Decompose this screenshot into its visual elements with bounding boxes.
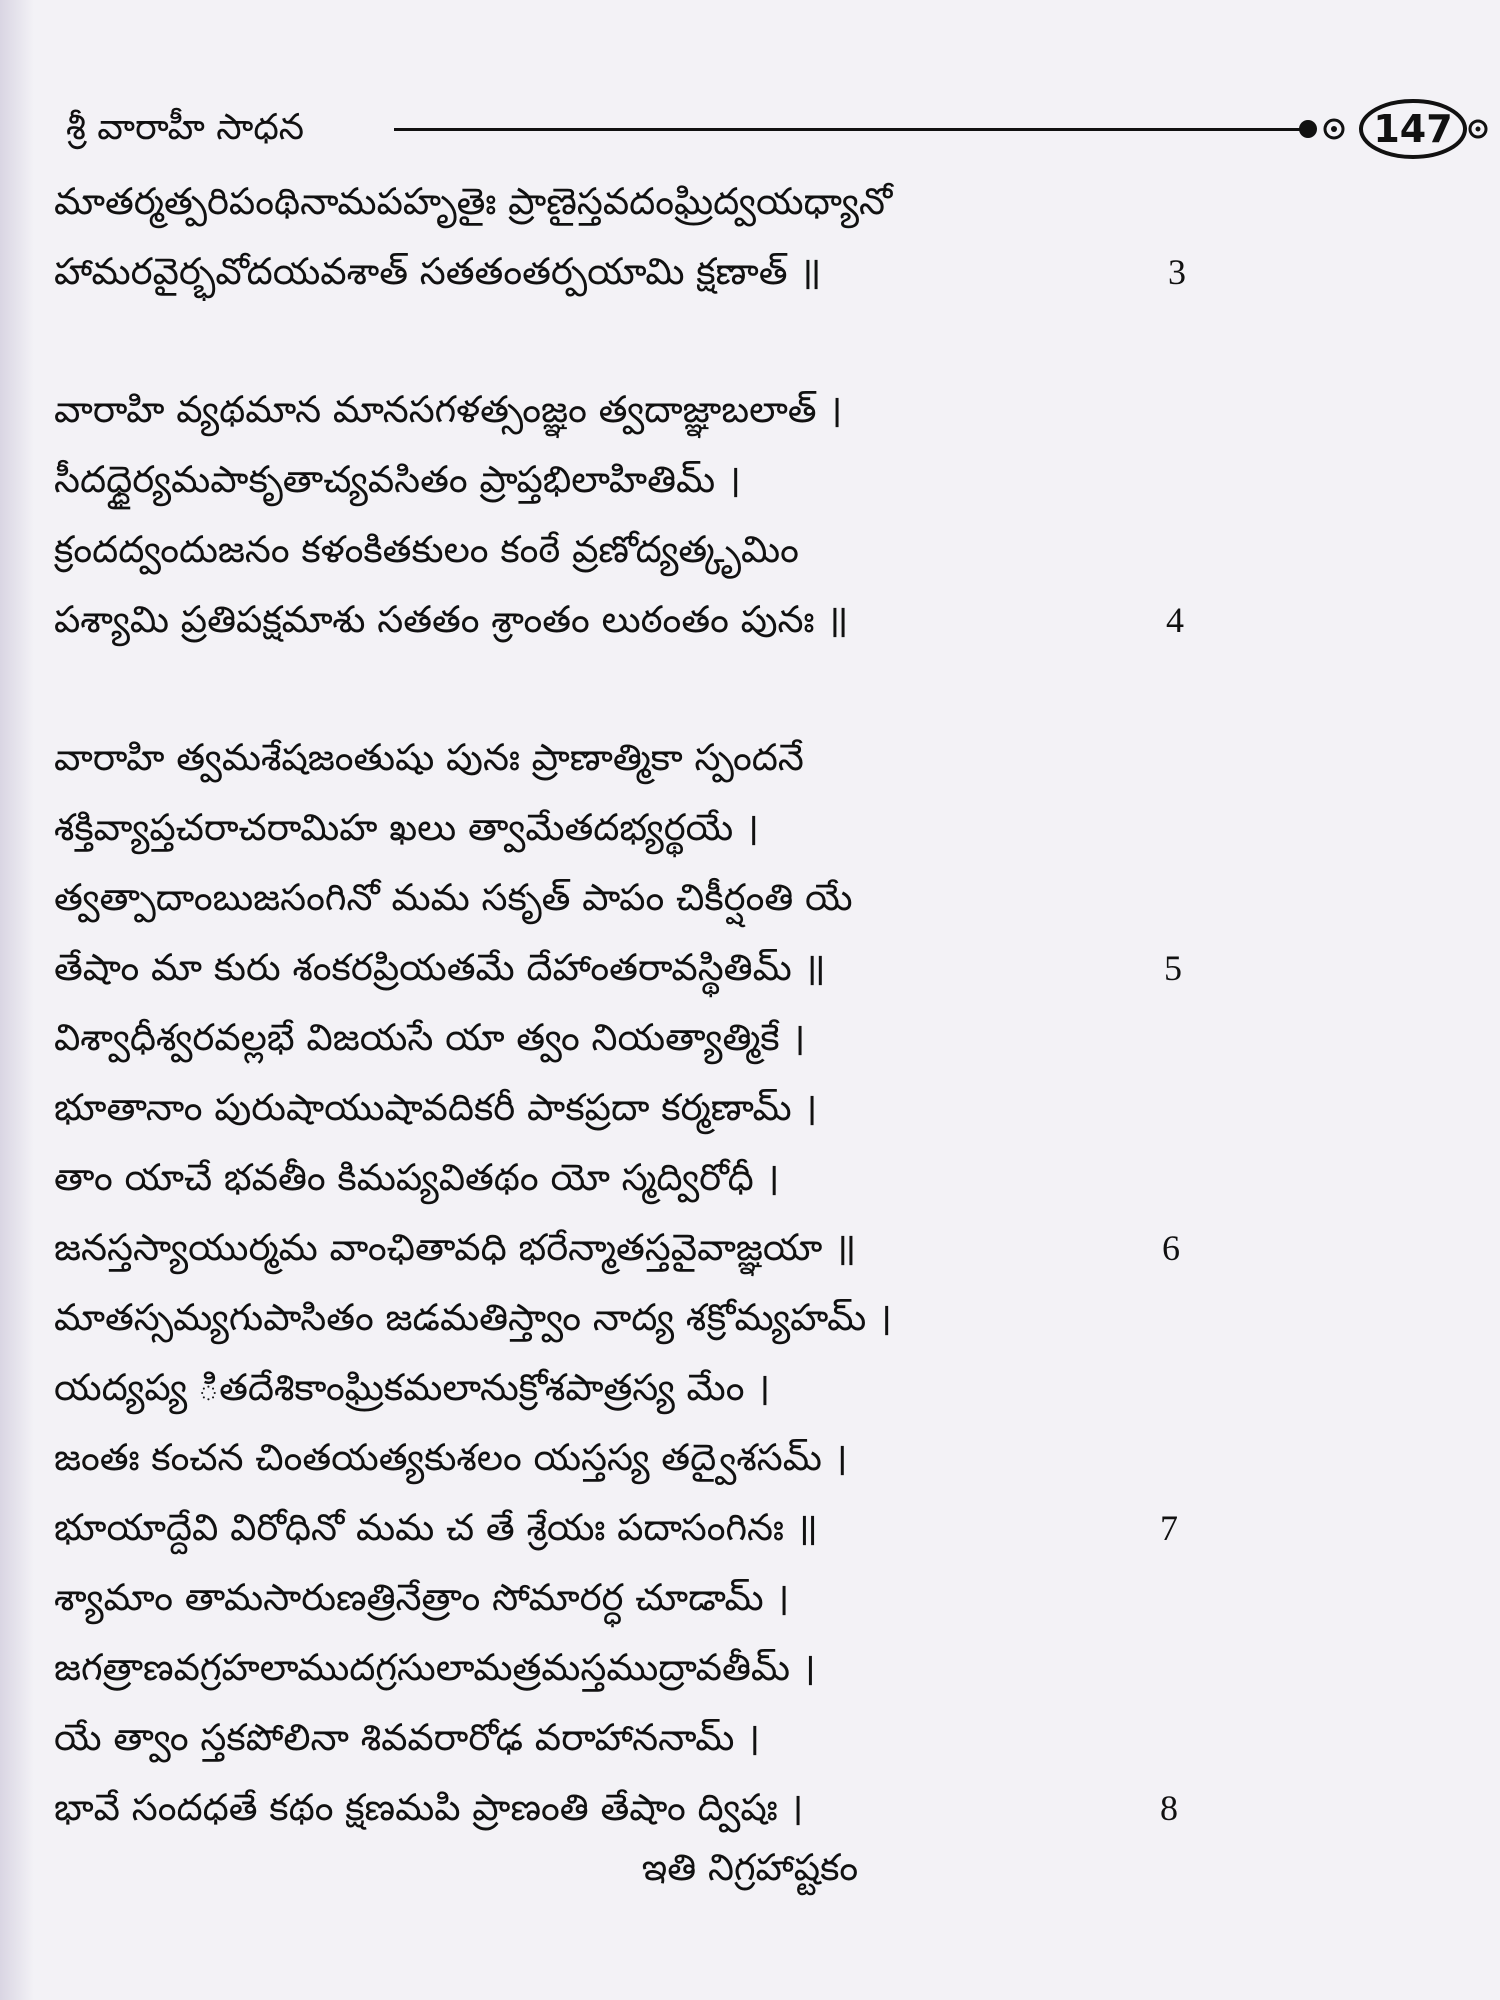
- verse-line: పశ్యామి ప్రతిపక్షమాశు సతతం శ్రాంతం లుఠంతం పునః ॥: [54, 598, 849, 641]
- verse-number: 3: [1168, 252, 1186, 292]
- page-number: 147: [1373, 107, 1453, 151]
- header-rule: [394, 128, 1304, 131]
- header-title: శ్రీ వారాహీ సాధన: [66, 107, 305, 148]
- verse-number: 4: [1166, 600, 1184, 640]
- verse-line: తాం యాచే భవతీం కిమప్యవితథం యో స్మద్విరోధీ ।: [54, 1156, 780, 1199]
- verse-line: సీదధ్ధైర్యమపాకృతాచ్యవసితం ప్రాప్తభిలాహితిమ్ ।: [54, 458, 741, 501]
- verse-line: వారాహి వ్యథమాన మానసగళత్సంజ్ఞం త్వదాజ్ఞాబలాత్ ।: [54, 388, 843, 431]
- verse-line: జంతః కంచన చింతయత్యకుశలం యస్తస్య తద్వైశసమ్ ।: [54, 1436, 848, 1479]
- verse-line: శ్యామాం తామసారుణత్రినేత్రాం సోమారర్ధ చూడామ్ ।: [54, 1576, 790, 1619]
- verse-number: 7: [1160, 1508, 1178, 1548]
- verse-line: హామరవైర్భవోదయవశాత్ సతతంతర్పయామి క్షణాత్ ॥: [54, 250, 822, 293]
- running-header: [66, 96, 1453, 168]
- verse-line: త్వత్పాదాంబుజసంగినో మమ సకృత్ పాపం చికీర్షంతి యే: [54, 876, 853, 919]
- verse-line: తేషాం మా కురు శంకరప్రియతమే దేహాంతరావస్థితిమ్ ॥: [54, 946, 826, 989]
- verse-line: భూతానాం పురుషాయుషావదికరీ పాకప్రదా కర్మణామ్ ।: [54, 1086, 818, 1129]
- verse-line: క్రందద్వందుజనం కళంకితకులం కంఠే వ్రణోద్యత్కృమిం: [54, 528, 799, 571]
- verse-line: భూయాద్దేవి విరోధినో మమ చ తే శ్రేయః పదాసంగినః ॥: [54, 1506, 818, 1549]
- verse-line: శక్తివ్యాప్తచరాచరామిహ ఖలు త్వామేతదభ్యర్థయే ।: [54, 806, 760, 849]
- colophon: ఇతి నిగ్రహాష్టకం: [641, 1846, 859, 1889]
- verse-line: విశ్వాధీశ్వరవల్లభే విజయసే యా త్వం నియత్యాత్మికే ।: [54, 1016, 806, 1059]
- verse-line: మాతర్మత్పరిపంథినామపహృతైః ప్రాణైస్తవదంఘ్రిద్వయధ్యానో: [54, 180, 893, 223]
- verse-line: యే త్వాం స్తకపోలినా శివవరారోఢ వరాహాననామ్ ।: [54, 1716, 761, 1759]
- verse-line: జనస్తస్యాయుర్మమ వాంఛితావధి భరేన్మాతస్తవైవాజ్ఞయా ॥: [54, 1226, 857, 1269]
- binding-edge: [0, 0, 34, 2000]
- verse-line: వారాహి త్వమశేషజంతుషు పునః ప్రాణాత్మికా స్పందనే: [54, 736, 804, 779]
- verse-line: యద్యప్య ితదేశికాంఘ్రికమలానుక్రోశపాత్రస్య మేం ।: [54, 1366, 771, 1409]
- verse-line: భావే సందధతే కథం క్షణమపి ప్రాణంతి తేషాం ద్విషః ।: [54, 1786, 804, 1829]
- verse-line: మాతస్సమ్యగుపాసితం జడమతిస్త్వాం నాద్య శక్రోమ్యహమ్ ।: [54, 1296, 892, 1339]
- verse-number: 6: [1162, 1228, 1180, 1268]
- verse-number: 8: [1160, 1788, 1178, 1828]
- verse-number: 5: [1164, 948, 1182, 988]
- verse-line: జగత్రాణవగ్రహలాముదగ్రసులామత్రమస్తముద్రావతీమ్ ।: [54, 1646, 816, 1689]
